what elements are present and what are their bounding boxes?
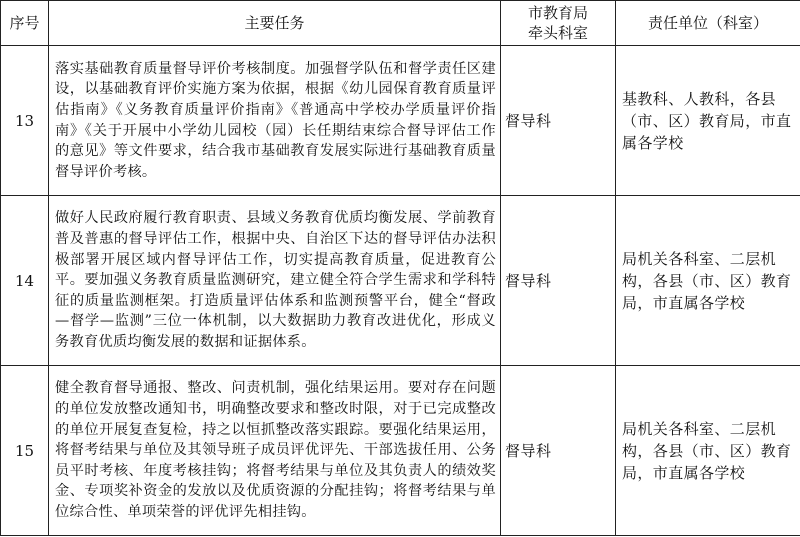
row-task: 健全教育督导通报、整改、问责机制，强化结果运用。要对存在问题的单位发放整改通知书，明确整改要求和整改时限，对于已完成整改的单位开展复查复检，持之以恒抓整改落实跟踪。要强化结果运用，将督考结果与单位及其领导班子成员评优评先、干部选拔任用、公务员平时考核、年度考核挂钩；将督考结果与单位及其负责人的绩效奖金、专项奖补资金的发放以及优质资源的分配挂钩；将督考结果与单位综合性、单项荣誉的评优评先相挂钩。 [49,366,501,536]
table-row [1,196,800,366]
header-lead-line1: 市教育局 [527,4,588,22]
header-lead-dept [501,1,616,46]
row-responsible: 基教科、人教科，各县（市、区）教育局，市直属各学校 [616,46,800,196]
row-task: 落实基础教育质量督导评价考核制度。加强督学队伍和督学责任区建设，以基础教育评价实施方案为依据，根据《幼儿园保育教育质量评估指南》《义务教育质量评价指南》《普通高中学校办学质量评价指南》《关于开展中小学幼儿园校（园）长任期结束综合督导评估工作的意见》等文件要求，结合我市基础教育发展实际进行基础教育质量督导评价考核。 [49,46,501,196]
table-row [1,366,800,536]
row-lead-dept: 督导科 [501,196,616,366]
row-number: 14 [1,196,49,366]
header-row [1,1,800,46]
table-row [1,46,800,196]
header-task: 主要任务 [49,1,501,46]
row-responsible: 局机关各科室、二层机构，各县（市、区）教育局，市直属各学校 [616,196,800,366]
row-lead-dept: 督导科 [501,366,616,536]
row-lead-dept: 督导科 [501,46,616,196]
row-number: 13 [1,46,49,196]
header-lead-line2: 牵头科室 [527,24,588,42]
row-number: 15 [1,366,49,536]
row-responsible: 局机关各科室、二层机构，各县（市、区）教育局，市直属各学校 [616,366,800,536]
header-resp: 责任单位（科室） [616,1,800,46]
header-seq: 序号 [1,1,49,46]
row-task: 做好人民政府履行教育职责、县域义务教育优质均衡发展、学前教育普及普惠的督导评估工作，根据中央、自治区下达的督导评估办法积极部署开展区域内督导评估工作，切实提高教育质量，促进教育公平。要加强义务教育质量监测研究，建立健全符合学生需求和学科特征的质量监测框架。打造质量评估体系和监测预警平台，健全“督政—督学—监测”三位一体机制，以大数据助力教育改进优化，形成义务教育优质均衡发展的数据和证据体系。 [49,196,501,366]
